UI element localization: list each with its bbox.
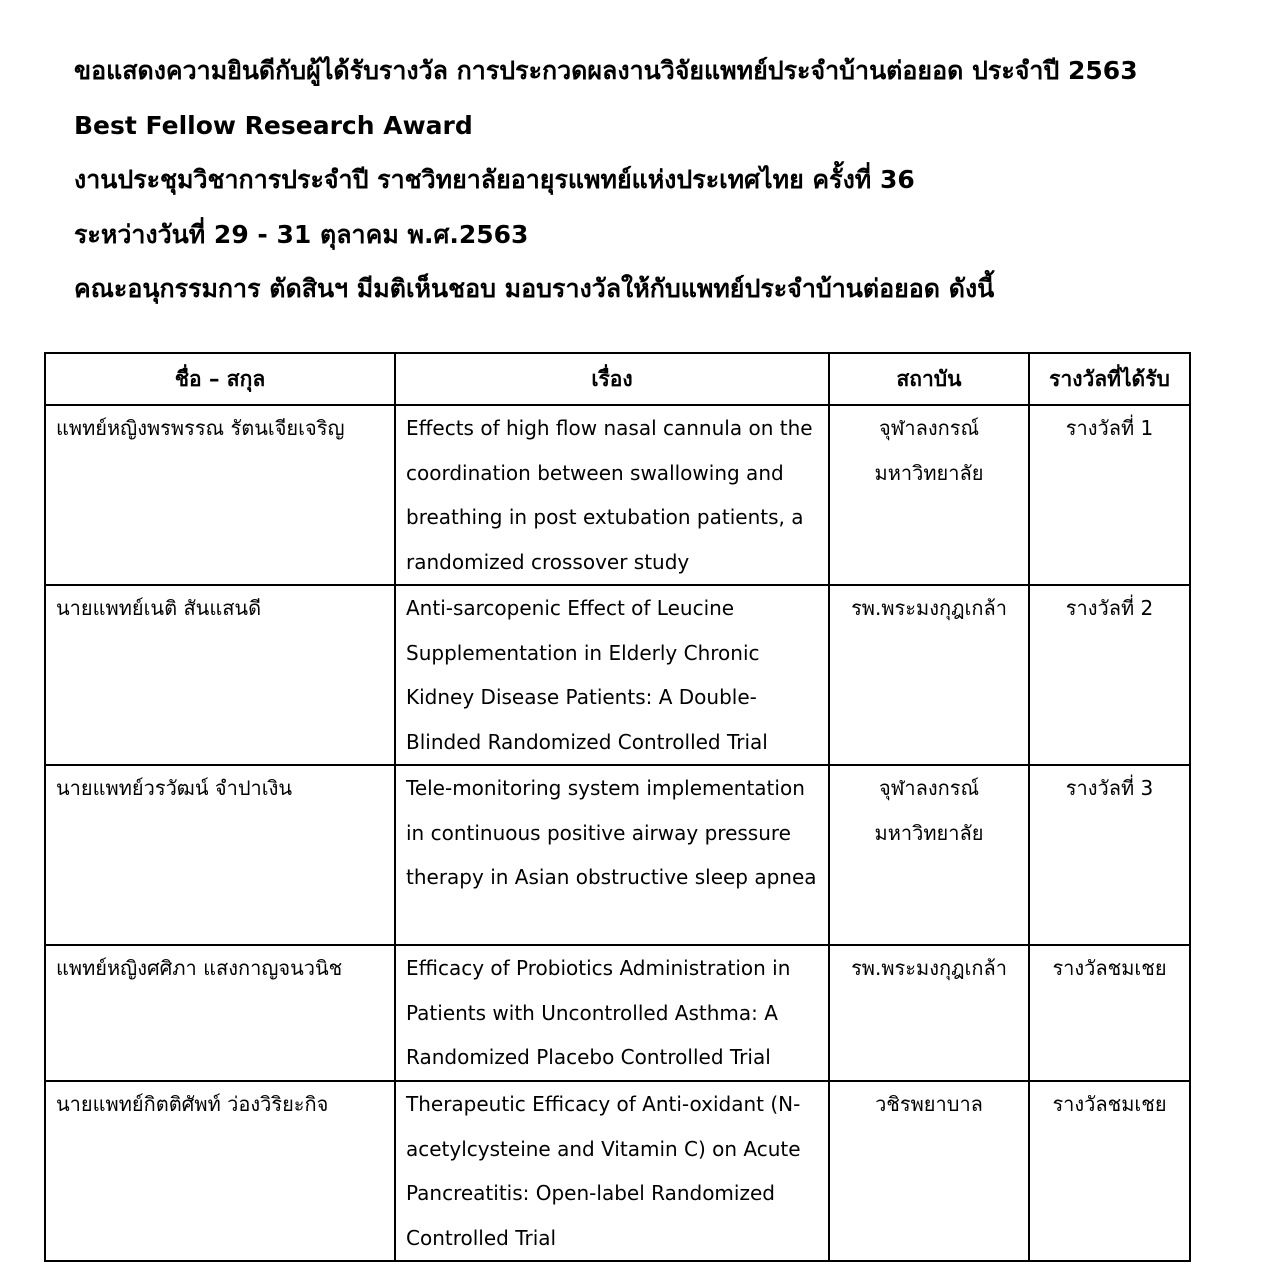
cell-name: นายแพทย์วรวัฒน์ จำปาเงิน (45, 765, 395, 945)
awards-table (44, 352, 1191, 1262)
institution-line: รพ.พระมงกุฎเกล้า (851, 956, 1007, 980)
cell-institution (829, 585, 1029, 765)
institution-line: จุฬาลงกรณ์ (878, 416, 980, 440)
table-row (45, 1081, 1190, 1261)
institution-line: จุฬาลงกรณ์ (878, 776, 980, 800)
institution-line: รพ.พระมงกุฎเกล้า (851, 596, 1007, 620)
institution-line: มหาวิทยาลัย (874, 820, 984, 845)
cell-award: รางวัลชมเชย (1029, 1081, 1190, 1261)
cell-institution (829, 765, 1029, 945)
header-award-name: Best Fellow Research Award (74, 110, 473, 140)
table-row (45, 585, 1190, 765)
cell-name: แพทย์หญิงศศิภา แสงกาญจนวนิช (45, 945, 395, 1081)
header-conference: งานประชุมวิชาการประจำปี ราชวิทยาลัยอายุรแพทย์แห่งประเทศไทย ครั้งที่ 36 (74, 165, 915, 194)
cell-title: Effects of high flow nasal cannula on the coordination between swallowing and breathing in post extubation patients, a randomized crossover study (395, 405, 829, 585)
column-header-award: รางวัลที่ได้รับ (1029, 353, 1190, 405)
cell-award: รางวัลที่ 3 (1029, 765, 1190, 945)
cell-award: รางวัลที่ 1 (1029, 405, 1190, 585)
institution-line: วชิรพยาบาล (875, 1092, 983, 1116)
header-committee-decision: คณะอนุกรรมการ ตัดสินฯ มีมติเห็นชอบ มอบรางวัลให้กับแพทย์ประจำบ้านต่อยอด ดังนี้ (74, 274, 995, 303)
cell-name: นายแพทย์เนติ สันแสนดี (45, 585, 395, 765)
institution-line: มหาวิทยาลัย (874, 460, 984, 485)
cell-institution (829, 405, 1029, 585)
column-header-title: เรื่อง (395, 353, 829, 405)
cell-institution (829, 1081, 1029, 1261)
table-row (45, 945, 1190, 1081)
header-dates: ระหว่างวันที่ 29 - 31 ตุลาคม พ.ศ.2563 (74, 219, 529, 249)
announcement-header (74, 44, 1234, 317)
header-congratulations: ขอแสดงความยินดีกับผู้ได้รับรางวัล การประกวดผลงานวิจัยแพทย์ประจำบ้านต่อยอด ประจำปี 2563 (74, 56, 1138, 85)
cell-institution (829, 945, 1029, 1081)
table-row (45, 405, 1190, 585)
cell-name: แพทย์หญิงพรพรรณ รัตนเจียเจริญ (45, 405, 395, 585)
table-row (45, 765, 1190, 945)
cell-award: รางวัลชมเชย (1029, 945, 1190, 1081)
column-header-institution: สถาบัน (829, 353, 1029, 405)
cell-title: Anti-sarcopenic Effect of Leucine Supplementation in Elderly Chronic Kidney Disease Patients: A Double-Blinded Randomized Controlled Trial (395, 585, 829, 765)
cell-title: Efficacy of Probiotics Administration in Patients with Uncontrolled Asthma: A Randomized Placebo Controlled Trial (395, 945, 829, 1081)
table-header-row (45, 353, 1190, 405)
column-header-name: ชื่อ – สกุล (45, 353, 395, 405)
cell-title: Therapeutic Efficacy of Anti-oxidant (N-acetylcysteine and Vitamin C) on Acute Pancreatitis: Open-label Randomized Controlled Trial (395, 1081, 829, 1261)
cell-name: นายแพทย์กิตติศัพท์ ว่องวิริยะกิจ (45, 1081, 395, 1261)
cell-award: รางวัลที่ 2 (1029, 585, 1190, 765)
cell-title: Tele-monitoring system implementation in continuous positive airway pressure therapy in Asian obstructive sleep apnea (395, 765, 829, 945)
